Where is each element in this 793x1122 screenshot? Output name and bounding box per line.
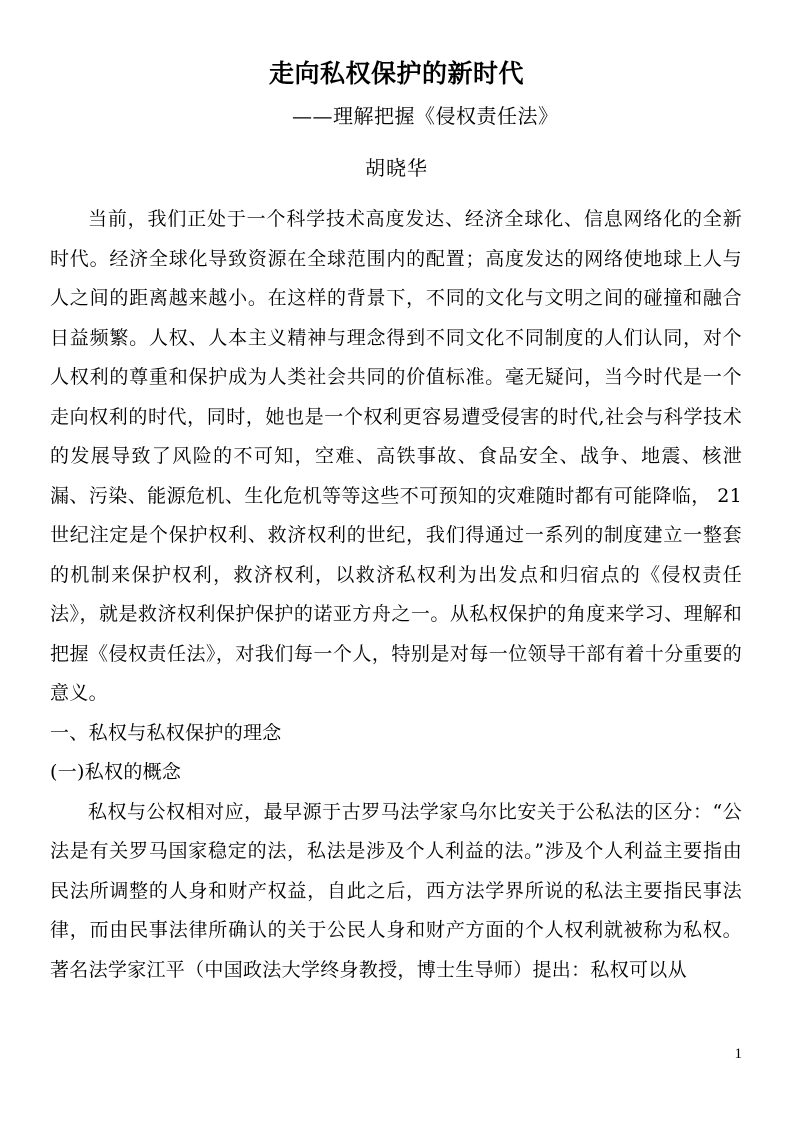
section-heading: 一、私权与私权保护的理念 <box>50 721 282 744</box>
document-title: 走向私权保护的新时代 <box>268 59 524 88</box>
document-body <box>50 200 742 990</box>
document-author: 胡晓华 <box>365 156 428 180</box>
body-paragraph: 当前，我们正处于一个科学技术高度发达、经济全球化、信息网络化的全新时代。经济全球化导致资源在全球范围内的配置；高度发达的网络使地球上人与人之间的距离越来越小。在这样的背景下，不同的文化与文明之间的碰撞和融合日益频繁。人权、人本主义精神与理念得到不同文化不同制度的人们认同，对个人权利的尊重和保护成为人类社会共同的价值标准。毫无疑问，当今时代是一个走向权利的时代，同时，她也是一个权利更容易遭受侵害的时代,社会与科学技术的发展导致了风险的不可知，空难、高铁事故、食品安全、战争、地震、核泄漏、污染、能源危机、生化危机等等这些不可预知的灾难随时都有可能降临， 21世纪注定是个保护权利、救济权利的世纪，我们得通过一系列的制度建立一整套的机制来保护权利，救济权利，以救济私权利为出发点和归宿点的《侵权责任法》，就是救济权利保护保护的诺亚方舟之一。从私权保护的角度来学习、理解和把握《侵权责任法》，对我们每一个人，特别是对每一位领导干部有着十分重要的意义。 <box>50 208 742 704</box>
document-subtitle: ——理解把握《侵权责任法》 <box>292 104 559 128</box>
page-number: 1 <box>734 1046 742 1062</box>
body-paragraph: 私权与公权相对应，最早源于古罗马法学家乌尔比安关于公私法的区分：“公法是有关罗马国家稳定的法，私法是涉及个人利益的法。”涉及个人利益主要指由民法所调整的人身和财产权益，自此之后，西方法学界所说的私法主要指民事法律，而由民事法律所确认的关于公民人身和财产方面的个人权利就被称为私权。著名法学家江平（中国政法大学终身教授，博士生导师）提出：私权可以从 <box>50 800 742 981</box>
subsection-heading: (一)私权的概念 <box>50 761 182 783</box>
